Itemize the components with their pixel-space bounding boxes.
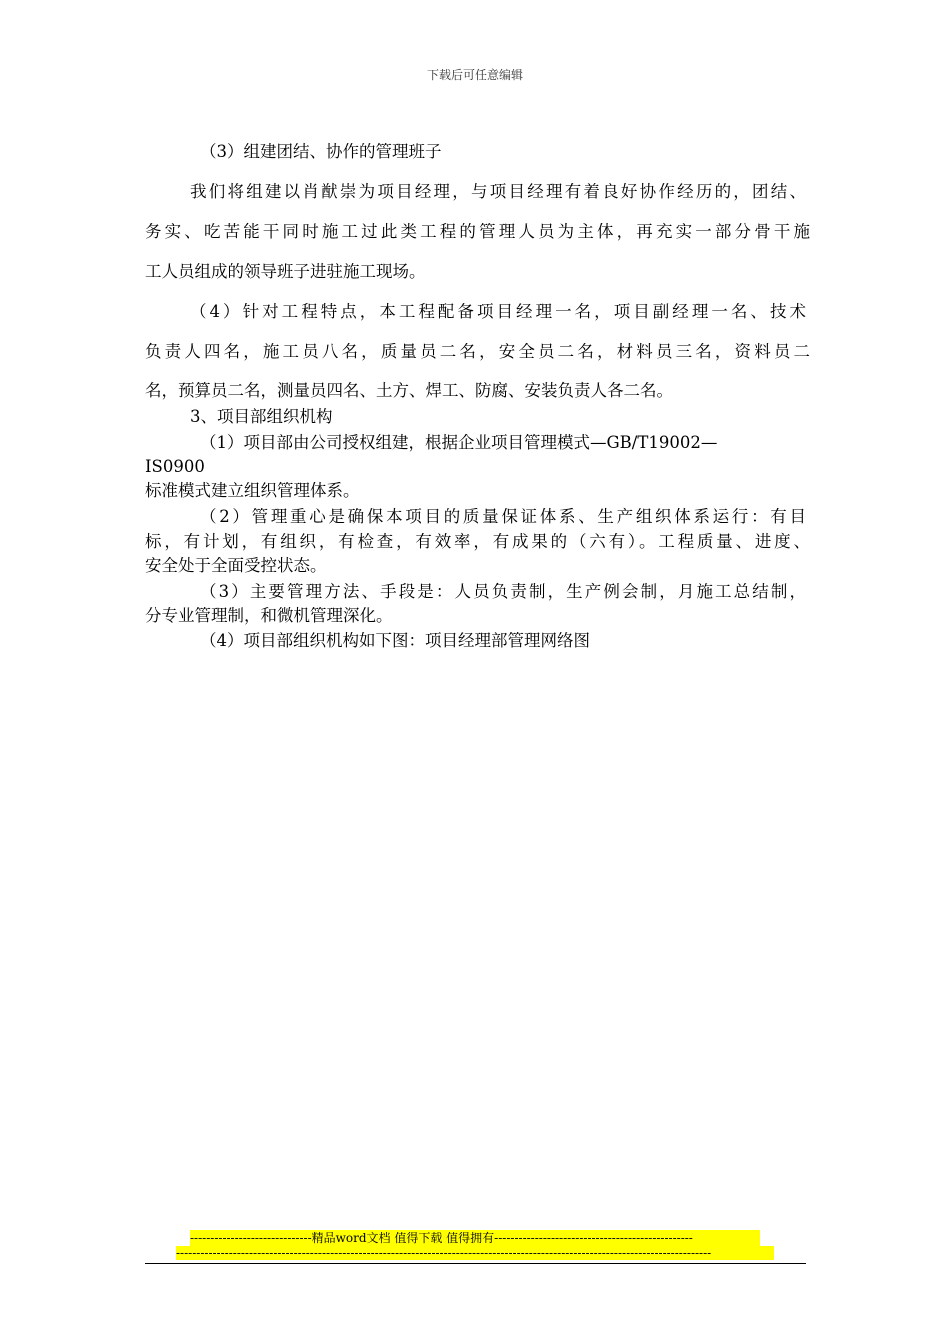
paragraph-line: 分专业管理制，和微机管理深化。 bbox=[145, 606, 393, 625]
paragraph-line: （4）针对工程特点，本工程配备项目经理一名，项目副经理一名、技术 bbox=[190, 302, 806, 321]
paragraph-line: 工人员组成的领导班子进驻施工现场。 bbox=[145, 262, 426, 281]
footer-dashes: ------------------------------------------------------------------------------------------------------------------------------------ bbox=[176, 1246, 774, 1260]
section-heading: 3、项目部组织机构 bbox=[190, 407, 333, 426]
paragraph-line: 我们将组建以肖猷崇为项目经理，与项目经理有着良好协作经历的，团结、 bbox=[190, 182, 806, 201]
page-header: 下载后可任意编辑 bbox=[426, 68, 523, 82]
paragraph-line: （4）项目部组织机构如下图：项目经理部管理网络图 bbox=[200, 631, 590, 650]
footer-rule bbox=[145, 1263, 806, 1264]
paragraph-line: 务实、吃苦能干同时施工过此类工程的管理人员为主体，再充实一部分骨干施 bbox=[145, 222, 810, 241]
paragraph-line: （1）项目部由公司授权组建，根据企业项目管理模式—GB/T19002— bbox=[200, 433, 718, 452]
footer-banner: ------------------------------精品word文档 值得下载 值得拥有------------------------------------------------- bbox=[190, 1230, 760, 1246]
paragraph-line: （3）主要管理方法、手段是：人员负责制，生产例会制，月施工总结制， bbox=[200, 582, 806, 601]
paragraph-line: 负责人四名，施工员八名，质量员二名，安全员二名，材料员三名，资料员二 bbox=[145, 342, 810, 361]
paragraph-line: （2）管理重心是确保本项目的质量保证体系、生产组织体系运行：有目 bbox=[200, 507, 806, 526]
paragraph-heading-3: （3）组建团结、协作的管理班子 bbox=[200, 142, 442, 161]
paragraph-line: IS0900 bbox=[145, 457, 205, 476]
paragraph-line: 标准模式建立组织管理体系。 bbox=[145, 481, 360, 500]
paragraph-line: 标，有计划，有组织，有检查，有效率，有成果的（六有）。工程质量、进度、 bbox=[145, 532, 810, 551]
paragraph-line: 安全处于全面受控状态。 bbox=[145, 556, 327, 575]
paragraph-line: 名，预算员二名，测量员四名、土方、焊工、防腐、安装负责人各二名。 bbox=[145, 381, 673, 400]
